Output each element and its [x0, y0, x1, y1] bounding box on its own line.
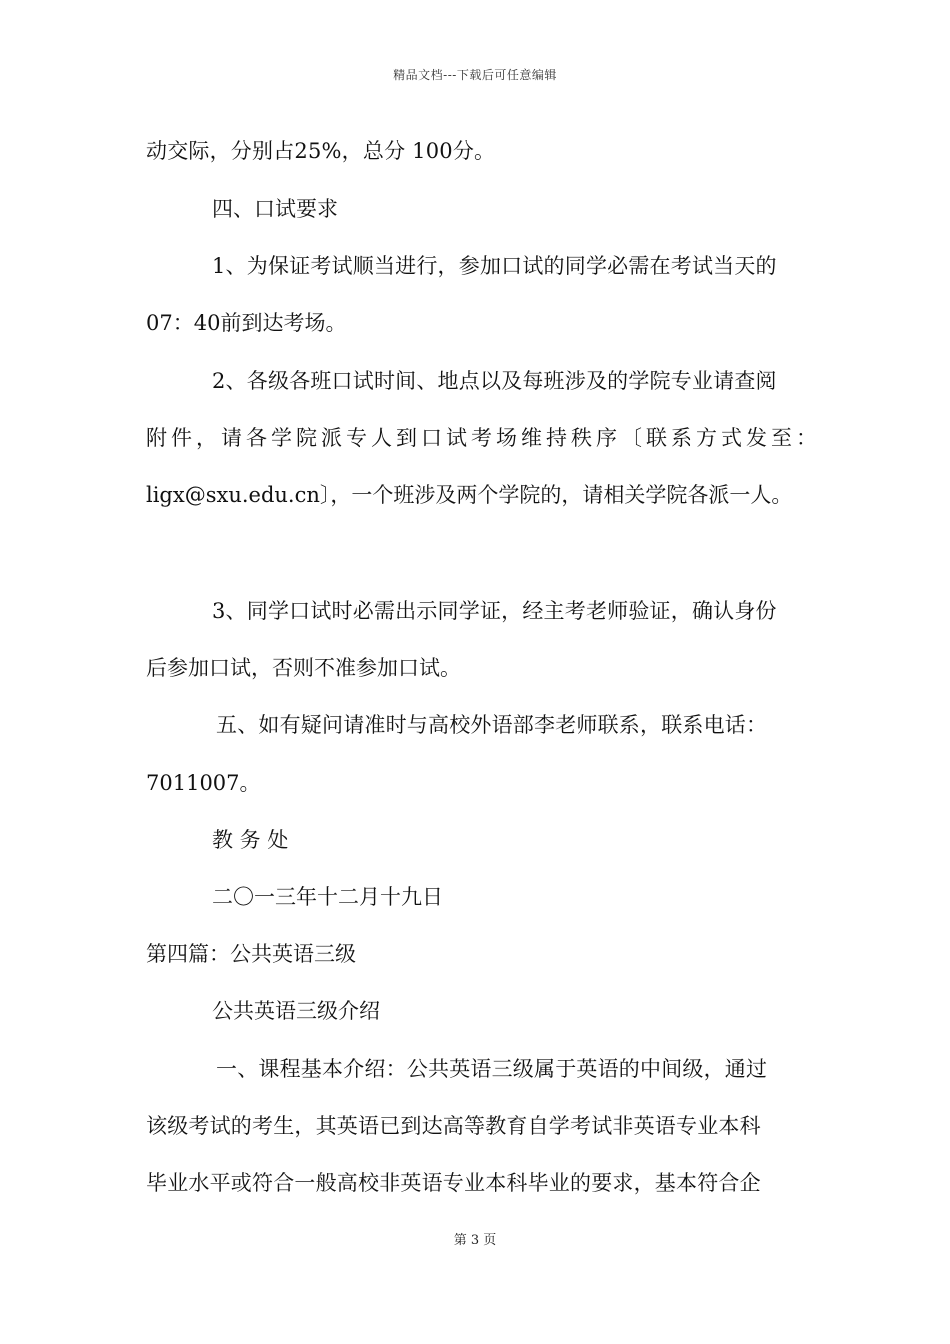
text-line-4: 07：40前到达考场。: [146, 311, 347, 335]
text-line-5: 2、各级各班口试时间、地点以及每班涉及的学院专业请查阅: [212, 369, 777, 393]
text-line-9: 后参加口试，否则不准参加口试。: [146, 656, 461, 680]
text-line-3: 1、为保证考试顺当进行，参加口试的同学必需在考试当天的: [212, 254, 777, 278]
text-line-16: 一、课程基本介绍：公共英语三级属于英语的中间级，通过: [216, 1057, 768, 1081]
section-title-intro: 公共英语三级介绍: [212, 999, 380, 1023]
text-line-1: 动交际，分别占25%，总分 100分。: [146, 139, 496, 163]
page-number: 第 3 页: [453, 1233, 497, 1248]
text-line-11: 7011007。: [146, 771, 261, 795]
text-line-8: 3、同学口试时必需出示同学证，经主考老师验证，确认身份: [212, 599, 777, 623]
signature-date: 二〇一三年十二月十九日: [212, 885, 443, 909]
signature-office: 教 务 处: [212, 828, 289, 852]
text-line-17: 该级考试的考生，其英语已到达高等教育自学考试非英语专业本科: [146, 1114, 761, 1138]
text-line-6: 附件，请各学院派专人到口试考场维持秩序〔联系方式发至：: [146, 426, 821, 450]
page-header: 精品文档---下载后可任意编辑: [393, 68, 557, 82]
text-line-18: 毕业水平或符合一般高校非英语专业本科毕业的要求，基本符合企: [146, 1171, 761, 1195]
text-line-7: ligx@sxu.edu.cn〕，一个班涉及两个学院的，请相关学院各派一人。: [146, 483, 793, 507]
text-line-10: 五、如有疑问请准时与高校外语部李老师联系，联系电话：: [216, 713, 768, 737]
chapter-title: 第四篇：公共英语三级: [146, 942, 356, 966]
section-heading-oral-requirements: 四、口试要求: [212, 197, 338, 221]
